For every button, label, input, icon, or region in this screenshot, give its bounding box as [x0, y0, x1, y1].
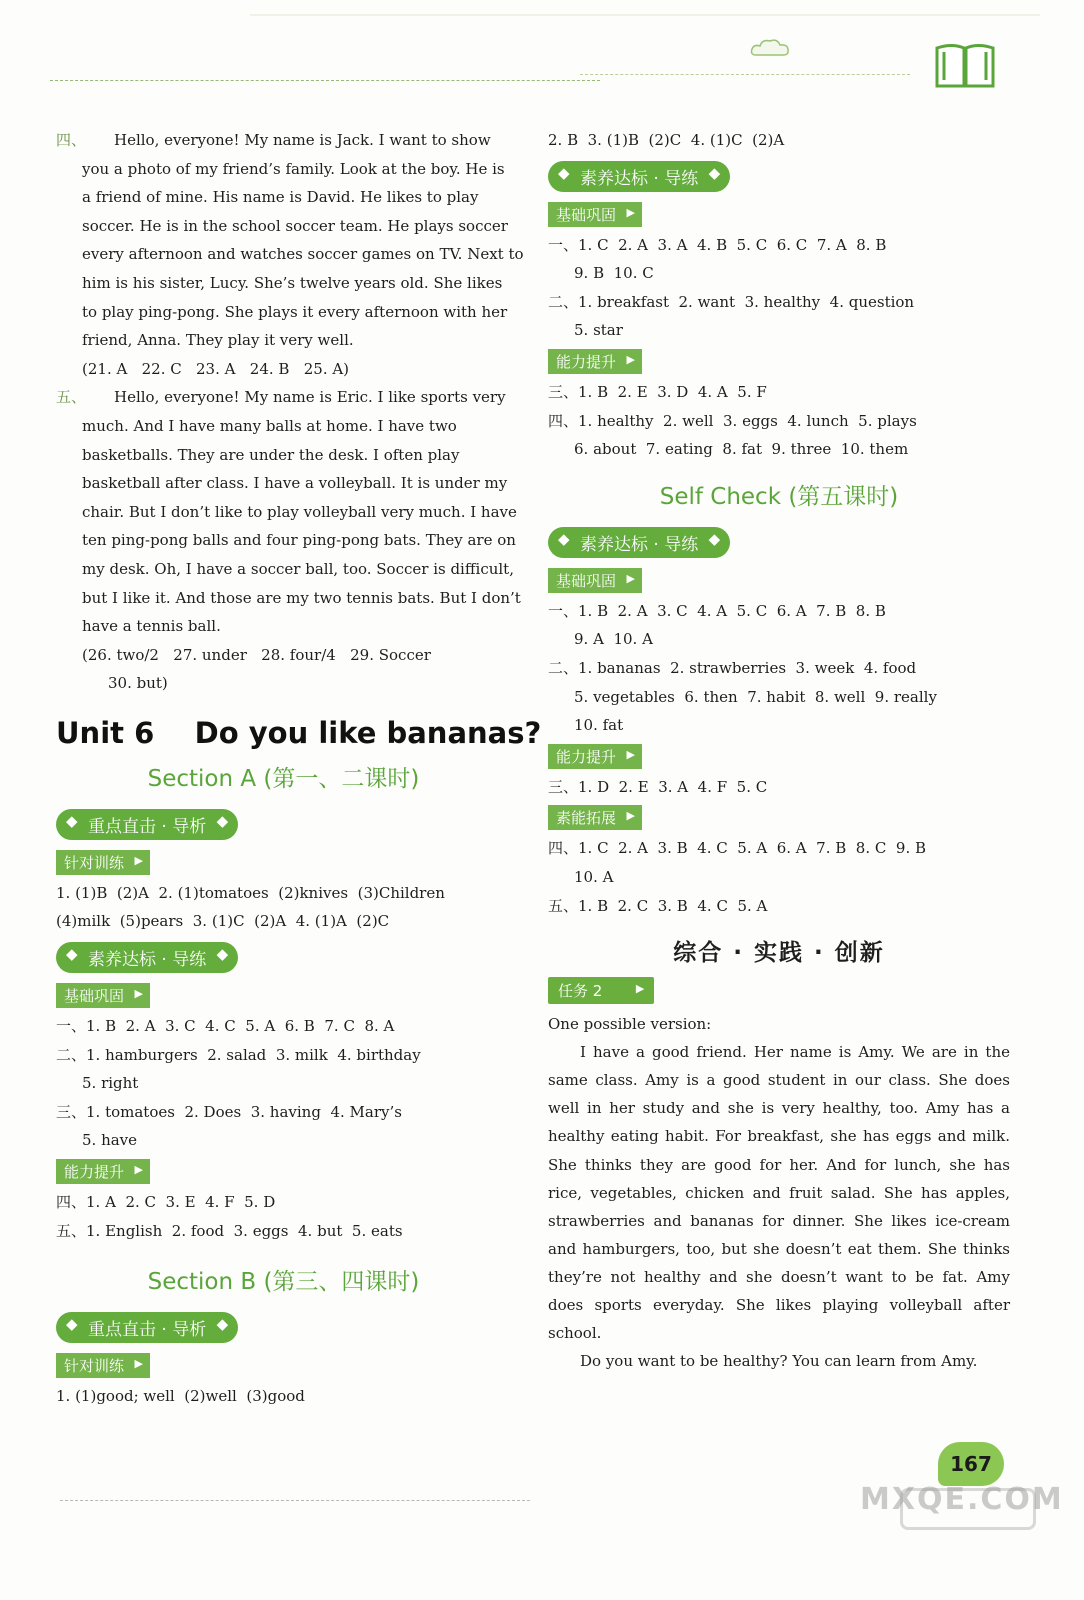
passage-5-mark: 五、: [56, 388, 87, 407]
section-b-title: Section B (第三、四课时): [147, 1269, 420, 1296]
passage-4-mark: 四、: [56, 131, 87, 149]
section-pill: ◆ 重点直击 · 导析 ◆: [56, 1312, 238, 1343]
essay-paragraph: Do you want to be healthy? You can learn from Amy.: [580, 1352, 978, 1371]
passage-line: every afternoon and watches soccer games on TV. Next to: [82, 245, 524, 264]
answer-line: 6. about 7. eating 8. fat 9. three 10. them: [574, 440, 909, 459]
answer-line: 二、1. bananas 2. strawberries 3. week 4. food: [548, 658, 917, 677]
answer-line: 一、1. C 2. A 3. A 4. B 5. C 6. C 7. A 8. B: [548, 235, 887, 254]
answer-line: 5. right: [82, 1074, 139, 1093]
passage-line: have a tennis ball.: [82, 617, 221, 636]
section-tag: 基础巩固 ▶: [56, 983, 150, 1008]
section-tag: 针对训练 ▶: [56, 850, 150, 875]
section-tag: 素能拓展 ▶: [548, 805, 642, 830]
passage-line: to play ping-pong. She plays it every afternoon with her: [82, 302, 508, 321]
passage-line: him is his sister, Lucy. She’s twelve years old. She likes: [82, 273, 503, 292]
task-tag: 任务 2 ▶: [548, 977, 654, 1004]
section-tag: 基础巩固 ▶: [548, 202, 642, 227]
watermark-text: MXQE.COM: [860, 1482, 1064, 1517]
section-tag: 基础巩固 ▶: [548, 568, 642, 593]
answer-line: 三、1. tomatoes 2. Does 3. having 4. Mary’s: [56, 1102, 402, 1121]
header-dashed-rule-right: [580, 74, 910, 75]
answer-line: 1. (1)good; well (2)well (3)good: [56, 1387, 305, 1406]
answer-line: 30. but): [108, 674, 168, 693]
answer-line: 四、1. C 2. A 3. B 4. C 5. A 6. A 7. B 8. C 9. B: [548, 839, 927, 858]
practice-title: 综合 · 实践 · 创新: [673, 940, 885, 967]
header-top-rule: [250, 14, 1040, 16]
section-pill: ◆ 素养达标 · 导练 ◆: [56, 942, 238, 973]
passage-line: Hello, everyone! My name is Eric. I like sports very: [114, 388, 506, 407]
answer-line: 五、1. English 2. food 3. eggs 4. but 5. eats: [56, 1221, 403, 1240]
page-number: 167: [938, 1442, 1004, 1486]
answer-line: 五、1. B 2. C 3. B 4. C 5. A: [548, 896, 768, 915]
passage-line: ten ping-pong balls and four ping-pong bats. They are on: [82, 531, 516, 550]
section-tag: 能力提升 ▶: [548, 744, 642, 769]
answer-line: 5. have: [82, 1131, 138, 1150]
answer-line: (4)milk (5)pears 3. (1)C (2)A 4. (1)A (2)C: [56, 912, 390, 931]
section-pill: ◆ 重点直击 · 导析 ◆: [56, 809, 238, 840]
section-tag: 能力提升 ▶: [56, 1159, 150, 1184]
cloud-icon: [750, 38, 790, 58]
passage-line: basketball after class. I have a volleyball. It is under my: [82, 474, 508, 493]
answer-line: 一、1. B 2. A 3. C 4. C 5. A 6. B 7. C 8. A: [56, 1017, 395, 1036]
answer-line: 10. fat: [574, 716, 624, 735]
passage-4: [56, 126, 524, 383]
answer-line: 1. (1)B (2)A 2. (1)tomatoes (2)knives (3)Children: [56, 883, 445, 902]
answer-line: 5. vegetables 6. then 7. habit 8. well 9. really: [574, 687, 937, 706]
answer-line: 二、1. breakfast 2. want 3. healthy 4. question: [548, 292, 915, 311]
answer-line: 四、1. A 2. C 3. E 4. F 5. D: [56, 1193, 276, 1212]
footer-dashed-rule: [60, 1500, 530, 1501]
passage-line: a friend of mine. His name is David. He likes to play: [82, 188, 479, 207]
answer-line: 四、1. healthy 2. well 3. eggs 4. lunch 5. plays: [548, 411, 917, 430]
passage-line: chair. But I don’t like to play volleyball very much. I have: [82, 502, 517, 521]
passage-5: [56, 383, 521, 698]
answer-line: 5. star: [574, 321, 623, 340]
answer-line: 9. B 10. C: [574, 264, 654, 283]
open-book-icon: [934, 42, 996, 90]
passage-line: basketballs. They are under the desk. I often play: [82, 445, 460, 464]
passage-line: friend, Anna. They play it very well.: [82, 331, 354, 350]
answer-line: 二、1. hamburgers 2. salad 3. milk 4. birthday: [56, 1045, 421, 1064]
answer-line: (26. two/2 27. under 28. four/4 29. Soccer: [82, 645, 431, 664]
self-check-title: Self Check (第五课时): [659, 483, 899, 510]
answer-line: 10. A: [574, 867, 614, 886]
passage-line: my desk. Oh, I have a soccer ball, too. Soccer is difficult,: [82, 559, 514, 578]
model-essay: [548, 1010, 1010, 1375]
left-column: [56, 126, 542, 1411]
passage-line: you a photo of my friend’s family. Look at the boy. He is: [82, 159, 505, 178]
section-tag: 针对训练 ▶: [56, 1353, 150, 1378]
essay-intro: One possible version:: [548, 1015, 712, 1034]
unit-title: Unit 6 Do you like bananas?: [56, 715, 542, 750]
section-tag: 能力提升 ▶: [548, 349, 642, 374]
answer-line: 2. B 3. (1)B (2)C 4. (1)C (2)A: [548, 131, 785, 149]
passage-line: much. And I have many balls at home. I have two: [82, 416, 457, 435]
essay-paragraph: I have a good friend. Her name is Amy. We are in the same class. Amy is a good student in our class. She does well in her study and she is very healthy, too. Amy has a healthy eating habit. For breakfast, she has eggs and milk. She thinks they are good for her. And for lunch, she has rice, vegetables, chicken and fruit salad. She has apples, strawberries and bananas for dinner. She likes ice-cream and hamburgers, too, but she doesn’t eat them. She thinks they’re not healthy and she doesn’t want to be fat. Amy does sports everyday. She likes playing volleyball after school.: [548, 1043, 1010, 1343]
passage-line: soccer. He is in the school soccer team. He plays soccer: [82, 216, 508, 235]
section-a-title: Section A (第一、二课时): [147, 765, 420, 792]
answer-line: (21. A 22. C 23. A 24. B 25. A): [82, 359, 350, 378]
section-pill: ◆ 素养达标 · 导练 ◆: [548, 527, 730, 558]
answer-line: 三、1. D 2. E 3. A 4. F 5. C: [548, 777, 768, 796]
answer-line: 三、1. B 2. E 3. D 4. A 5. F: [548, 382, 767, 401]
section-pill: ◆ 素养达标 · 导练 ◆: [548, 161, 730, 192]
passage-line: but I like it. And those are my two tennis bats. But I don’t: [82, 588, 521, 607]
header-dashed-rule: [50, 80, 600, 81]
answer-line: 一、1. B 2. A 3. C 4. A 5. C 6. A 7. B 8. B: [548, 601, 886, 620]
passage-line: Hello, everyone! My name is Jack. I want to show: [114, 131, 491, 149]
right-column: [548, 126, 1010, 1375]
answer-line: 9. A 10. A: [574, 630, 653, 649]
